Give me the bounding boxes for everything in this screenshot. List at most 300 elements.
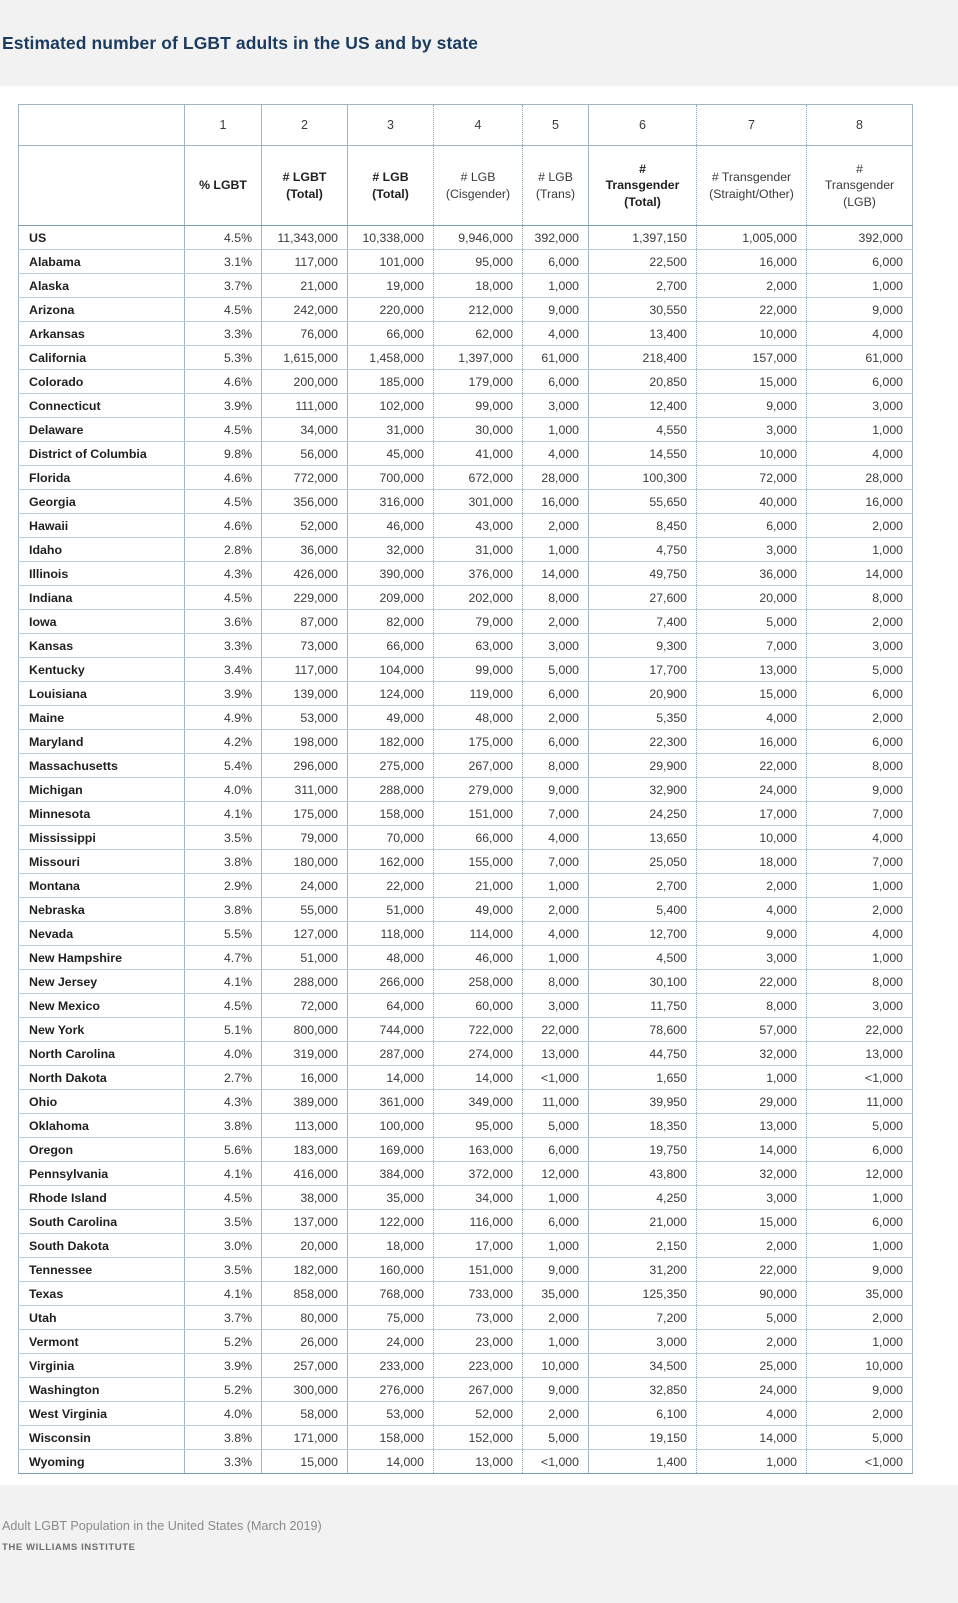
row-value-col-4: 376,000 (434, 562, 523, 586)
row-value-col-1: 3.3% (185, 322, 262, 346)
row-value-col-1: 4.5% (185, 490, 262, 514)
row-value-col-8: 1,000 (807, 418, 913, 442)
row-value-col-2: 55,000 (262, 898, 348, 922)
row-value-col-3: 169,000 (348, 1138, 434, 1162)
row-value-col-2: 72,000 (262, 994, 348, 1018)
row-value-col-4: 179,000 (434, 370, 523, 394)
row-value-col-8: 7,000 (807, 802, 913, 826)
header-transgender-total: # Transgender (Total) (589, 146, 697, 226)
row-value-col-1: 9.8% (185, 442, 262, 466)
row-value-col-7: 15,000 (697, 370, 807, 394)
row-value-col-1: 5.5% (185, 922, 262, 946)
row-value-col-5: 6,000 (523, 682, 589, 706)
row-state-label: Wyoming (19, 1450, 185, 1474)
row-value-col-8: 3,000 (807, 394, 913, 418)
row-value-col-8: 5,000 (807, 658, 913, 682)
row-value-col-8: 61,000 (807, 346, 913, 370)
row-value-col-5: 4,000 (523, 322, 589, 346)
row-value-col-6: 17,700 (589, 658, 697, 682)
table-row (19, 658, 913, 682)
row-value-col-3: 51,000 (348, 898, 434, 922)
row-value-col-4: 733,000 (434, 1282, 523, 1306)
row-value-col-6: 43,800 (589, 1162, 697, 1186)
row-value-col-7: 1,005,000 (697, 226, 807, 250)
row-value-col-4: 14,000 (434, 1066, 523, 1090)
row-value-col-1: 5.6% (185, 1138, 262, 1162)
header-lgbt-total: # LGBT (Total) (262, 146, 348, 226)
table-row (19, 1066, 913, 1090)
footer-organization: THE WILLIAMS INSTITUTE (2, 1542, 136, 1553)
row-value-col-3: 10,338,000 (348, 226, 434, 250)
row-value-col-4: 31,000 (434, 538, 523, 562)
row-value-col-2: 53,000 (262, 706, 348, 730)
row-value-col-3: 162,000 (348, 850, 434, 874)
row-value-col-4: 41,000 (434, 442, 523, 466)
row-value-col-4: 79,000 (434, 610, 523, 634)
row-state-label: Arizona (19, 298, 185, 322)
row-value-col-8: 1,000 (807, 1234, 913, 1258)
row-value-col-3: 32,000 (348, 538, 434, 562)
row-value-col-3: 64,000 (348, 994, 434, 1018)
row-value-col-4: 49,000 (434, 898, 523, 922)
row-value-col-1: 3.8% (185, 1114, 262, 1138)
row-value-col-7: 4,000 (697, 706, 807, 730)
column-number-2: 2 (262, 105, 348, 146)
row-value-col-1: 4.3% (185, 1090, 262, 1114)
table-row (19, 1042, 913, 1066)
row-value-col-3: 24,000 (348, 1330, 434, 1354)
table-panel (0, 86, 958, 1485)
row-value-col-5: 61,000 (523, 346, 589, 370)
row-value-col-7: 24,000 (697, 1378, 807, 1402)
row-value-col-3: 1,458,000 (348, 346, 434, 370)
row-value-col-4: 151,000 (434, 1258, 523, 1282)
row-value-col-7: 10,000 (697, 826, 807, 850)
row-value-col-8: 2,000 (807, 898, 913, 922)
table-row (19, 1018, 913, 1042)
row-value-col-1: 5.4% (185, 754, 262, 778)
header-pct-lgbt: % LGBT (185, 146, 262, 226)
row-value-col-8: 3,000 (807, 994, 913, 1018)
row-value-col-5: 4,000 (523, 826, 589, 850)
row-value-col-1: 2.9% (185, 874, 262, 898)
row-state-label: Connecticut (19, 394, 185, 418)
row-value-col-8: 6,000 (807, 250, 913, 274)
row-state-label: Washington (19, 1378, 185, 1402)
row-value-col-6: 31,200 (589, 1258, 697, 1282)
row-value-col-6: 25,050 (589, 850, 697, 874)
row-value-col-1: 3.1% (185, 250, 262, 274)
row-value-col-3: 22,000 (348, 874, 434, 898)
row-value-col-1: 4.5% (185, 1186, 262, 1210)
row-value-col-4: 73,000 (434, 1306, 523, 1330)
row-value-col-4: 17,000 (434, 1234, 523, 1258)
row-value-col-2: 175,000 (262, 802, 348, 826)
row-value-col-7: 22,000 (697, 754, 807, 778)
row-value-col-5: 13,000 (523, 1042, 589, 1066)
row-state-label: Colorado (19, 370, 185, 394)
row-state-label: Mississippi (19, 826, 185, 850)
row-value-col-1: 3.9% (185, 682, 262, 706)
row-value-col-6: 9,300 (589, 634, 697, 658)
row-value-col-5: 35,000 (523, 1282, 589, 1306)
row-value-col-8: 13,000 (807, 1042, 913, 1066)
row-value-col-6: 44,750 (589, 1042, 697, 1066)
row-value-col-4: 52,000 (434, 1402, 523, 1426)
row-value-col-7: 25,000 (697, 1354, 807, 1378)
row-value-col-1: 4.2% (185, 730, 262, 754)
row-state-label: Montana (19, 874, 185, 898)
row-value-col-7: 57,000 (697, 1018, 807, 1042)
row-value-col-3: 209,000 (348, 586, 434, 610)
row-value-col-5: 9,000 (523, 778, 589, 802)
table-row (19, 370, 913, 394)
row-value-col-7: 6,000 (697, 514, 807, 538)
row-value-col-3: 75,000 (348, 1306, 434, 1330)
row-value-col-3: 49,000 (348, 706, 434, 730)
table-row (19, 850, 913, 874)
row-value-col-5: 1,000 (523, 1234, 589, 1258)
row-value-col-1: 3.9% (185, 1354, 262, 1378)
row-state-label: Iowa (19, 610, 185, 634)
row-value-col-3: 276,000 (348, 1378, 434, 1402)
row-value-col-5: 5,000 (523, 1114, 589, 1138)
row-value-col-7: 32,000 (697, 1162, 807, 1186)
row-value-col-2: 356,000 (262, 490, 348, 514)
row-state-label: Arkansas (19, 322, 185, 346)
row-value-col-6: 4,250 (589, 1186, 697, 1210)
row-value-col-3: 390,000 (348, 562, 434, 586)
row-value-col-2: 52,000 (262, 514, 348, 538)
row-value-col-6: 100,300 (589, 466, 697, 490)
row-value-col-1: 3.3% (185, 634, 262, 658)
row-value-col-8: 2,000 (807, 610, 913, 634)
row-value-col-2: 20,000 (262, 1234, 348, 1258)
row-value-col-2: 80,000 (262, 1306, 348, 1330)
table-row (19, 1426, 913, 1450)
row-value-col-8: 1,000 (807, 946, 913, 970)
row-state-label: Texas (19, 1282, 185, 1306)
row-value-col-7: 72,000 (697, 466, 807, 490)
row-value-col-1: 3.0% (185, 1234, 262, 1258)
row-value-col-1: 4.0% (185, 1042, 262, 1066)
row-value-col-1: 4.5% (185, 418, 262, 442)
row-value-col-6: 19,750 (589, 1138, 697, 1162)
row-value-col-1: 3.8% (185, 898, 262, 922)
row-value-col-7: 32,000 (697, 1042, 807, 1066)
row-state-label: Missouri (19, 850, 185, 874)
table-row (19, 1450, 913, 1474)
row-value-col-5: 6,000 (523, 250, 589, 274)
row-value-col-1: 4.1% (185, 970, 262, 994)
table-row (19, 754, 913, 778)
row-value-col-7: 7,000 (697, 634, 807, 658)
row-value-col-7: 17,000 (697, 802, 807, 826)
row-value-col-3: 45,000 (348, 442, 434, 466)
row-value-col-2: 117,000 (262, 658, 348, 682)
row-value-col-5: 1,000 (523, 874, 589, 898)
row-value-col-6: 125,350 (589, 1282, 697, 1306)
row-value-col-6: 2,700 (589, 874, 697, 898)
row-value-col-2: 137,000 (262, 1210, 348, 1234)
row-value-col-5: 7,000 (523, 850, 589, 874)
row-value-col-8: 9,000 (807, 1258, 913, 1282)
row-value-col-8: 9,000 (807, 778, 913, 802)
row-value-col-2: 171,000 (262, 1426, 348, 1450)
row-state-label: Ohio (19, 1090, 185, 1114)
row-value-col-4: 30,000 (434, 418, 523, 442)
row-value-col-3: 185,000 (348, 370, 434, 394)
table-row (19, 706, 913, 730)
row-value-col-8: 1,000 (807, 1186, 913, 1210)
row-value-col-2: 79,000 (262, 826, 348, 850)
row-value-col-2: 34,000 (262, 418, 348, 442)
row-value-col-8: 28,000 (807, 466, 913, 490)
table-row (19, 226, 913, 250)
table-row (19, 1306, 913, 1330)
row-value-col-6: 4,500 (589, 946, 697, 970)
row-value-col-8: 392,000 (807, 226, 913, 250)
row-value-col-2: 182,000 (262, 1258, 348, 1282)
row-value-col-8: 5,000 (807, 1426, 913, 1450)
row-value-col-7: 8,000 (697, 994, 807, 1018)
row-value-col-7: 157,000 (697, 346, 807, 370)
table-row (19, 922, 913, 946)
table-row (19, 1234, 913, 1258)
row-state-label: New York (19, 1018, 185, 1042)
row-value-col-4: 119,000 (434, 682, 523, 706)
row-value-col-6: 32,900 (589, 778, 697, 802)
table-row (19, 250, 913, 274)
table-row (19, 1354, 913, 1378)
column-header-row (19, 146, 913, 226)
row-value-col-2: 16,000 (262, 1066, 348, 1090)
row-value-col-4: 48,000 (434, 706, 523, 730)
row-value-col-6: 5,350 (589, 706, 697, 730)
row-value-col-4: 60,000 (434, 994, 523, 1018)
row-state-label: Minnesota (19, 802, 185, 826)
row-value-col-2: 26,000 (262, 1330, 348, 1354)
footer-source: Adult LGBT Population in the United States (March 2019) (2, 1519, 322, 1533)
row-value-col-2: 117,000 (262, 250, 348, 274)
row-value-col-7: 1,000 (697, 1450, 807, 1474)
row-value-col-1: 3.7% (185, 274, 262, 298)
row-value-col-8: 6,000 (807, 1210, 913, 1234)
row-value-col-3: 316,000 (348, 490, 434, 514)
row-value-col-5: 2,000 (523, 514, 589, 538)
row-value-col-6: 218,400 (589, 346, 697, 370)
table-row (19, 682, 913, 706)
row-value-col-8: 3,000 (807, 634, 913, 658)
row-value-col-8: 4,000 (807, 322, 913, 346)
row-value-col-4: 163,000 (434, 1138, 523, 1162)
row-state-label: Rhode Island (19, 1186, 185, 1210)
row-state-label: Indiana (19, 586, 185, 610)
row-value-col-4: 62,000 (434, 322, 523, 346)
row-value-col-4: 152,000 (434, 1426, 523, 1450)
row-value-col-2: 36,000 (262, 538, 348, 562)
row-value-col-2: 87,000 (262, 610, 348, 634)
row-value-col-1: 5.2% (185, 1378, 262, 1402)
row-value-col-3: 700,000 (348, 466, 434, 490)
row-value-col-3: 31,000 (348, 418, 434, 442)
row-value-col-2: 257,000 (262, 1354, 348, 1378)
row-state-label: Kansas (19, 634, 185, 658)
row-value-col-5: 22,000 (523, 1018, 589, 1042)
row-value-col-6: 78,600 (589, 1018, 697, 1042)
row-value-col-1: 5.1% (185, 1018, 262, 1042)
row-value-col-7: 1,000 (697, 1066, 807, 1090)
row-value-col-6: 1,650 (589, 1066, 697, 1090)
row-value-col-7: 9,000 (697, 922, 807, 946)
row-value-col-2: 15,000 (262, 1450, 348, 1474)
row-value-col-2: 51,000 (262, 946, 348, 970)
row-value-col-6: 20,900 (589, 682, 697, 706)
row-value-col-5: 8,000 (523, 970, 589, 994)
table-row (19, 418, 913, 442)
row-value-col-2: 73,000 (262, 634, 348, 658)
row-value-col-6: 8,450 (589, 514, 697, 538)
row-value-col-5: 1,000 (523, 946, 589, 970)
row-value-col-3: 122,000 (348, 1210, 434, 1234)
footer (0, 1485, 958, 1553)
row-value-col-3: 14,000 (348, 1450, 434, 1474)
row-value-col-3: 70,000 (348, 826, 434, 850)
row-value-col-7: 90,000 (697, 1282, 807, 1306)
row-value-col-5: 2,000 (523, 610, 589, 634)
row-state-label: Louisiana (19, 682, 185, 706)
row-value-col-8: 8,000 (807, 754, 913, 778)
row-state-label: Tennessee (19, 1258, 185, 1282)
row-value-col-3: 220,000 (348, 298, 434, 322)
row-value-col-8: 9,000 (807, 298, 913, 322)
row-state-label: Hawaii (19, 514, 185, 538)
row-value-col-8: <1,000 (807, 1450, 913, 1474)
table-body (19, 226, 913, 1474)
table-row (19, 946, 913, 970)
row-value-col-3: 287,000 (348, 1042, 434, 1066)
row-value-col-4: 672,000 (434, 466, 523, 490)
row-value-col-5: 1,000 (523, 1186, 589, 1210)
row-value-col-1: 4.5% (185, 586, 262, 610)
row-state-label: Delaware (19, 418, 185, 442)
row-value-col-5: 8,000 (523, 586, 589, 610)
row-value-col-2: 24,000 (262, 874, 348, 898)
row-value-col-6: 5,400 (589, 898, 697, 922)
row-state-label: West Virginia (19, 1402, 185, 1426)
row-value-col-5: 3,000 (523, 634, 589, 658)
row-value-col-2: 113,000 (262, 1114, 348, 1138)
row-value-col-6: 7,400 (589, 610, 697, 634)
row-value-col-3: 275,000 (348, 754, 434, 778)
row-state-label: Kentucky (19, 658, 185, 682)
row-value-col-3: 66,000 (348, 322, 434, 346)
row-value-col-3: 18,000 (348, 1234, 434, 1258)
table-row (19, 1138, 913, 1162)
row-value-col-3: 361,000 (348, 1090, 434, 1114)
row-value-col-2: 229,000 (262, 586, 348, 610)
row-value-col-7: 10,000 (697, 322, 807, 346)
row-value-col-4: 46,000 (434, 946, 523, 970)
row-state-label: South Carolina (19, 1210, 185, 1234)
row-value-col-1: 3.4% (185, 658, 262, 682)
row-value-col-5: 10,000 (523, 1354, 589, 1378)
row-value-col-4: 258,000 (434, 970, 523, 994)
table-row (19, 322, 913, 346)
row-value-col-7: 22,000 (697, 1258, 807, 1282)
row-value-col-8: 2,000 (807, 706, 913, 730)
row-value-col-1: 4.5% (185, 994, 262, 1018)
row-value-col-4: 18,000 (434, 274, 523, 298)
header-lgb-cisgender: # LGB (Cisgender) (434, 146, 523, 226)
row-value-col-7: 13,000 (697, 1114, 807, 1138)
row-value-col-1: 4.6% (185, 370, 262, 394)
row-value-col-6: 4,550 (589, 418, 697, 442)
table-row (19, 634, 913, 658)
table-row (19, 1090, 913, 1114)
row-value-col-4: 99,000 (434, 394, 523, 418)
row-value-col-2: 800,000 (262, 1018, 348, 1042)
row-state-label: Florida (19, 466, 185, 490)
row-value-col-8: 6,000 (807, 370, 913, 394)
row-value-col-8: 10,000 (807, 1354, 913, 1378)
row-value-col-2: 300,000 (262, 1378, 348, 1402)
row-value-col-2: 56,000 (262, 442, 348, 466)
row-value-col-4: 21,000 (434, 874, 523, 898)
row-value-col-4: 279,000 (434, 778, 523, 802)
row-value-col-6: 39,950 (589, 1090, 697, 1114)
row-value-col-4: 1,397,000 (434, 346, 523, 370)
table-row (19, 274, 913, 298)
row-value-col-1: 3.5% (185, 826, 262, 850)
row-value-col-5: 3,000 (523, 994, 589, 1018)
row-value-col-6: 22,500 (589, 250, 697, 274)
row-value-col-8: 12,000 (807, 1162, 913, 1186)
row-value-col-5: 392,000 (523, 226, 589, 250)
row-value-col-3: 118,000 (348, 922, 434, 946)
table-row (19, 514, 913, 538)
row-value-col-2: 296,000 (262, 754, 348, 778)
row-value-col-4: 95,000 (434, 250, 523, 274)
row-value-col-8: 1,000 (807, 538, 913, 562)
row-value-col-1: 4.0% (185, 778, 262, 802)
row-value-col-6: 11,750 (589, 994, 697, 1018)
row-value-col-6: 1,400 (589, 1450, 697, 1474)
row-value-col-2: 288,000 (262, 970, 348, 994)
row-value-col-5: 9,000 (523, 1378, 589, 1402)
table-row (19, 610, 913, 634)
row-value-col-4: 43,000 (434, 514, 523, 538)
table-row (19, 802, 913, 826)
row-value-col-5: 7,000 (523, 802, 589, 826)
row-value-col-6: 30,100 (589, 970, 697, 994)
table-row (19, 1402, 913, 1426)
table-row (19, 970, 913, 994)
row-value-col-1: 2.8% (185, 538, 262, 562)
row-value-col-3: 46,000 (348, 514, 434, 538)
row-value-col-7: 5,000 (697, 1306, 807, 1330)
row-value-col-6: 7,200 (589, 1306, 697, 1330)
row-value-col-6: 3,000 (589, 1330, 697, 1354)
row-value-col-2: 311,000 (262, 778, 348, 802)
row-value-col-6: 24,250 (589, 802, 697, 826)
row-value-col-1: 4.7% (185, 946, 262, 970)
row-value-col-7: 22,000 (697, 298, 807, 322)
row-value-col-1: 3.8% (185, 1426, 262, 1450)
row-state-label: Oregon (19, 1138, 185, 1162)
row-value-col-4: 372,000 (434, 1162, 523, 1186)
row-value-col-3: 14,000 (348, 1066, 434, 1090)
